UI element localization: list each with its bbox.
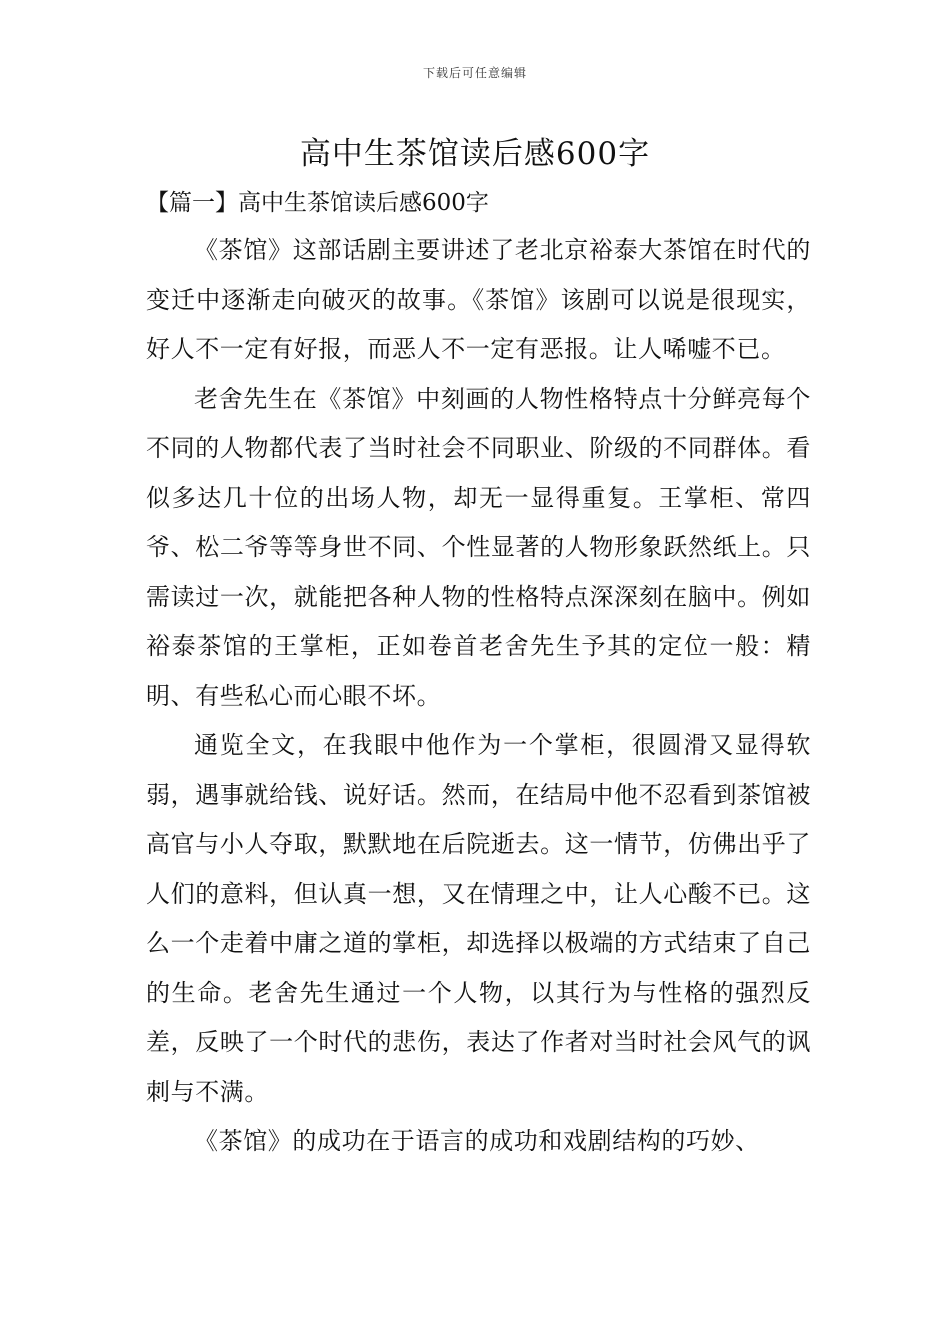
paragraph: 《茶馆》这部话剧主要讲述了老北京裕泰大茶馆在时代的变迁中逐渐走向破灭的故事。《茶馆》该剧可以说是很现实，好人不一定有好报，而恶人不一定有恶报。让人唏嘘不已。 <box>146 236 811 363</box>
paragraph: 通览全文，在我眼中他作为一个掌柜，很圆滑又显得软弱，遇事就给钱、说好话。然而，在结局中他不忍看到茶馆被高官与小人夺取，默默地在后院逝去。这一情节，仿佛出乎了人们的意料，但认真一想，又在情理之中，让人心酸不已。这么一个走着中庸之道的掌柜，却选择以极端的方式结束了自己的生命。老舍先生通过一个人物，以其行为与性格的强烈反差，反映了一个时代的悲伤，表达了作者对当时社会风气的讽刺与不满。 <box>146 731 811 1106</box>
paragraph: 《茶馆》的成功在于语言的成功和戏剧结构的巧妙、 <box>194 1127 760 1155</box>
document-title: 高中生茶馆读后感600字 <box>299 136 651 172</box>
section-heading: 【篇一】高中生茶馆读后感600字 <box>146 190 489 216</box>
body-text <box>146 226 811 1167</box>
paragraph: 老舍先生在《茶馆》中刻画的人物性格特点十分鲜亮每个不同的人物都代表了当时社会不同职业、阶级的不同群体。看似多达几十位的出场人物，却无一显得重复。王掌柜、常四爷、松二爷等等身世不同、个性显著的人物形象跃然纸上。只需读过一次，就能把各种人物的性格特点深深刻在脑中。例如裕泰茶馆的王掌柜，正如卷首老舍先生予其的定位一般：精明、有些私心而心眼不坏。 <box>146 384 811 710</box>
header-note: 下载后可任意编辑 <box>422 66 527 80</box>
